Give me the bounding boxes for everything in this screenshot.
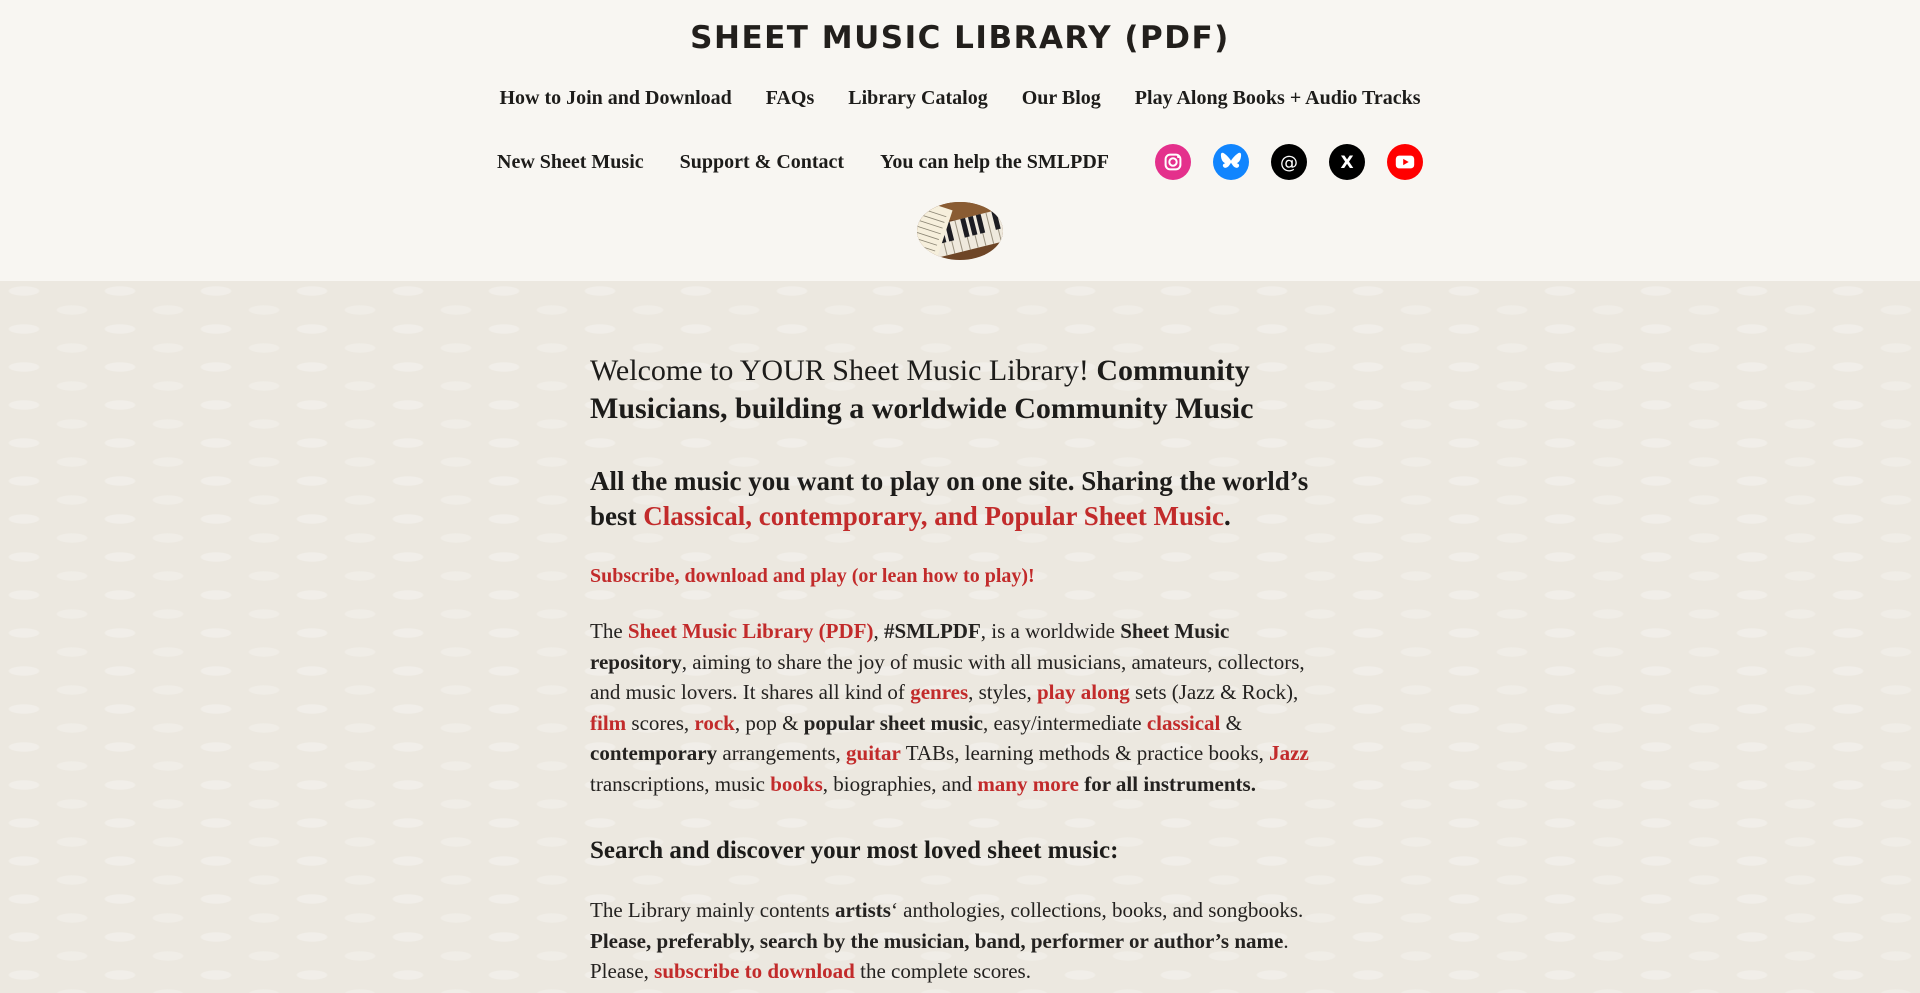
inline-link[interactable]: Classical, contemporary, and Popular Sheet Music	[643, 501, 1225, 531]
secondary-nav	[0, 144, 1920, 180]
inline-link[interactable]: classical	[1146, 710, 1221, 735]
text-segment: popular sheet music	[803, 710, 983, 735]
svg-text:X: X	[1340, 153, 1354, 173]
text-segment: the complete scores.	[854, 959, 1031, 983]
threads-icon[interactable]	[1271, 144, 1307, 180]
site-title: SHEET MUSIC LIBRARY (PDF)	[690, 20, 1230, 56]
nav-how-to-join[interactable]: How to Join and Download	[499, 87, 732, 109]
text-segment: contemporary	[590, 741, 718, 765]
welcome-heading-bold: Community Musicians, building a worldwide Community Music	[590, 354, 1254, 425]
x-icon[interactable]	[1329, 144, 1365, 180]
text-segment: , is a worldwide	[980, 619, 1121, 643]
welcome-heading-regular: Welcome to YOUR Sheet Music Library!	[590, 354, 1097, 387]
inline-link[interactable]: guitar	[846, 741, 901, 765]
text-segment: . Please,	[590, 928, 1289, 983]
site-header	[0, 0, 1920, 281]
text-segment: , biographies, and	[822, 771, 978, 796]
nav-faqs[interactable]: FAQs	[765, 87, 815, 109]
text-segment: scores,	[626, 710, 695, 735]
text-segment: .	[1224, 501, 1231, 531]
inline-link[interactable]: books	[770, 771, 823, 796]
nav-new-sheet-music[interactable]: New Sheet Music	[497, 150, 644, 173]
text-segment: The	[590, 619, 628, 643]
text-segment: , aiming to share the joy of music with all musicians, amateurs, collectors, and music lovers. It shares all kind of	[590, 649, 1305, 704]
nav-support-contact[interactable]: Support & Contact	[679, 150, 845, 173]
text-segment: All the music you want to play on one site. Sharing the world’s best	[590, 466, 1309, 531]
content-column	[590, 352, 1330, 993]
instagram-icon[interactable]	[1155, 144, 1191, 180]
main-content-area	[0, 281, 1920, 993]
text-segment: transcriptions, music	[590, 771, 771, 796]
inline-link[interactable]: film	[590, 710, 627, 735]
youtube-icon[interactable]	[1387, 144, 1423, 180]
text-segment: Please, preferably, search by the musician, band, performer or author’s name	[590, 928, 1284, 953]
social-links	[1155, 144, 1423, 180]
text-segment: TABs, learning methods & practice books,	[900, 741, 1270, 765]
search-description	[590, 895, 1330, 987]
text-segment: #SMLPDF	[883, 619, 981, 643]
svg-text:@: @	[1280, 152, 1298, 174]
text-segment: for all instruments.	[1084, 771, 1256, 796]
text-segment: arrangements,	[717, 741, 847, 765]
nav-library-catalog[interactable]: Library Catalog	[848, 87, 988, 109]
bluesky-icon[interactable]	[1213, 144, 1249, 180]
primary-nav	[0, 87, 1920, 110]
inline-link[interactable]: rock	[694, 710, 735, 735]
logo-wrap	[0, 202, 1920, 265]
text-segment: ‘ anthologies, collections, books, and songbooks.	[890, 898, 1304, 922]
text-segment: ,	[873, 619, 884, 643]
site-logo-image[interactable]	[917, 202, 1003, 265]
text-segment: , styles,	[968, 680, 1037, 704]
text-segment: Sheet Music repository	[590, 619, 1230, 674]
inline-link[interactable]: genres	[910, 680, 969, 704]
nav-play-along-books[interactable]: Play Along Books + Audio Tracks	[1134, 87, 1421, 109]
tagline-heading	[590, 464, 1330, 534]
nav-our-blog[interactable]: Our Blog	[1021, 87, 1101, 109]
text-segment: sets (Jazz & Rock),	[1129, 680, 1299, 704]
nav-help-smlpdf[interactable]: You can help the SMLPDF	[880, 150, 1109, 173]
subscribe-lead-line[interactable]: Subscribe, download and play (or lean how to play)!	[590, 565, 1035, 587]
text-segment: artists	[834, 898, 891, 922]
text-segment: , easy/intermediate	[983, 710, 1147, 735]
text-segment: , pop &	[734, 710, 804, 735]
inline-link[interactable]: subscribe to download	[654, 959, 855, 983]
search-heading: Search and discover your most loved sheet music:	[590, 837, 1119, 864]
text-segment: &	[1220, 710, 1242, 735]
welcome-heading	[590, 352, 1330, 428]
inline-link[interactable]: many more	[977, 771, 1079, 796]
inline-link[interactable]: Sheet Music Library (PDF)	[627, 619, 874, 643]
inline-link[interactable]: play along	[1036, 680, 1130, 704]
intro-paragraph	[590, 616, 1330, 799]
text-segment: The Library mainly contents	[590, 898, 835, 922]
inline-link[interactable]: Jazz	[1269, 741, 1309, 765]
